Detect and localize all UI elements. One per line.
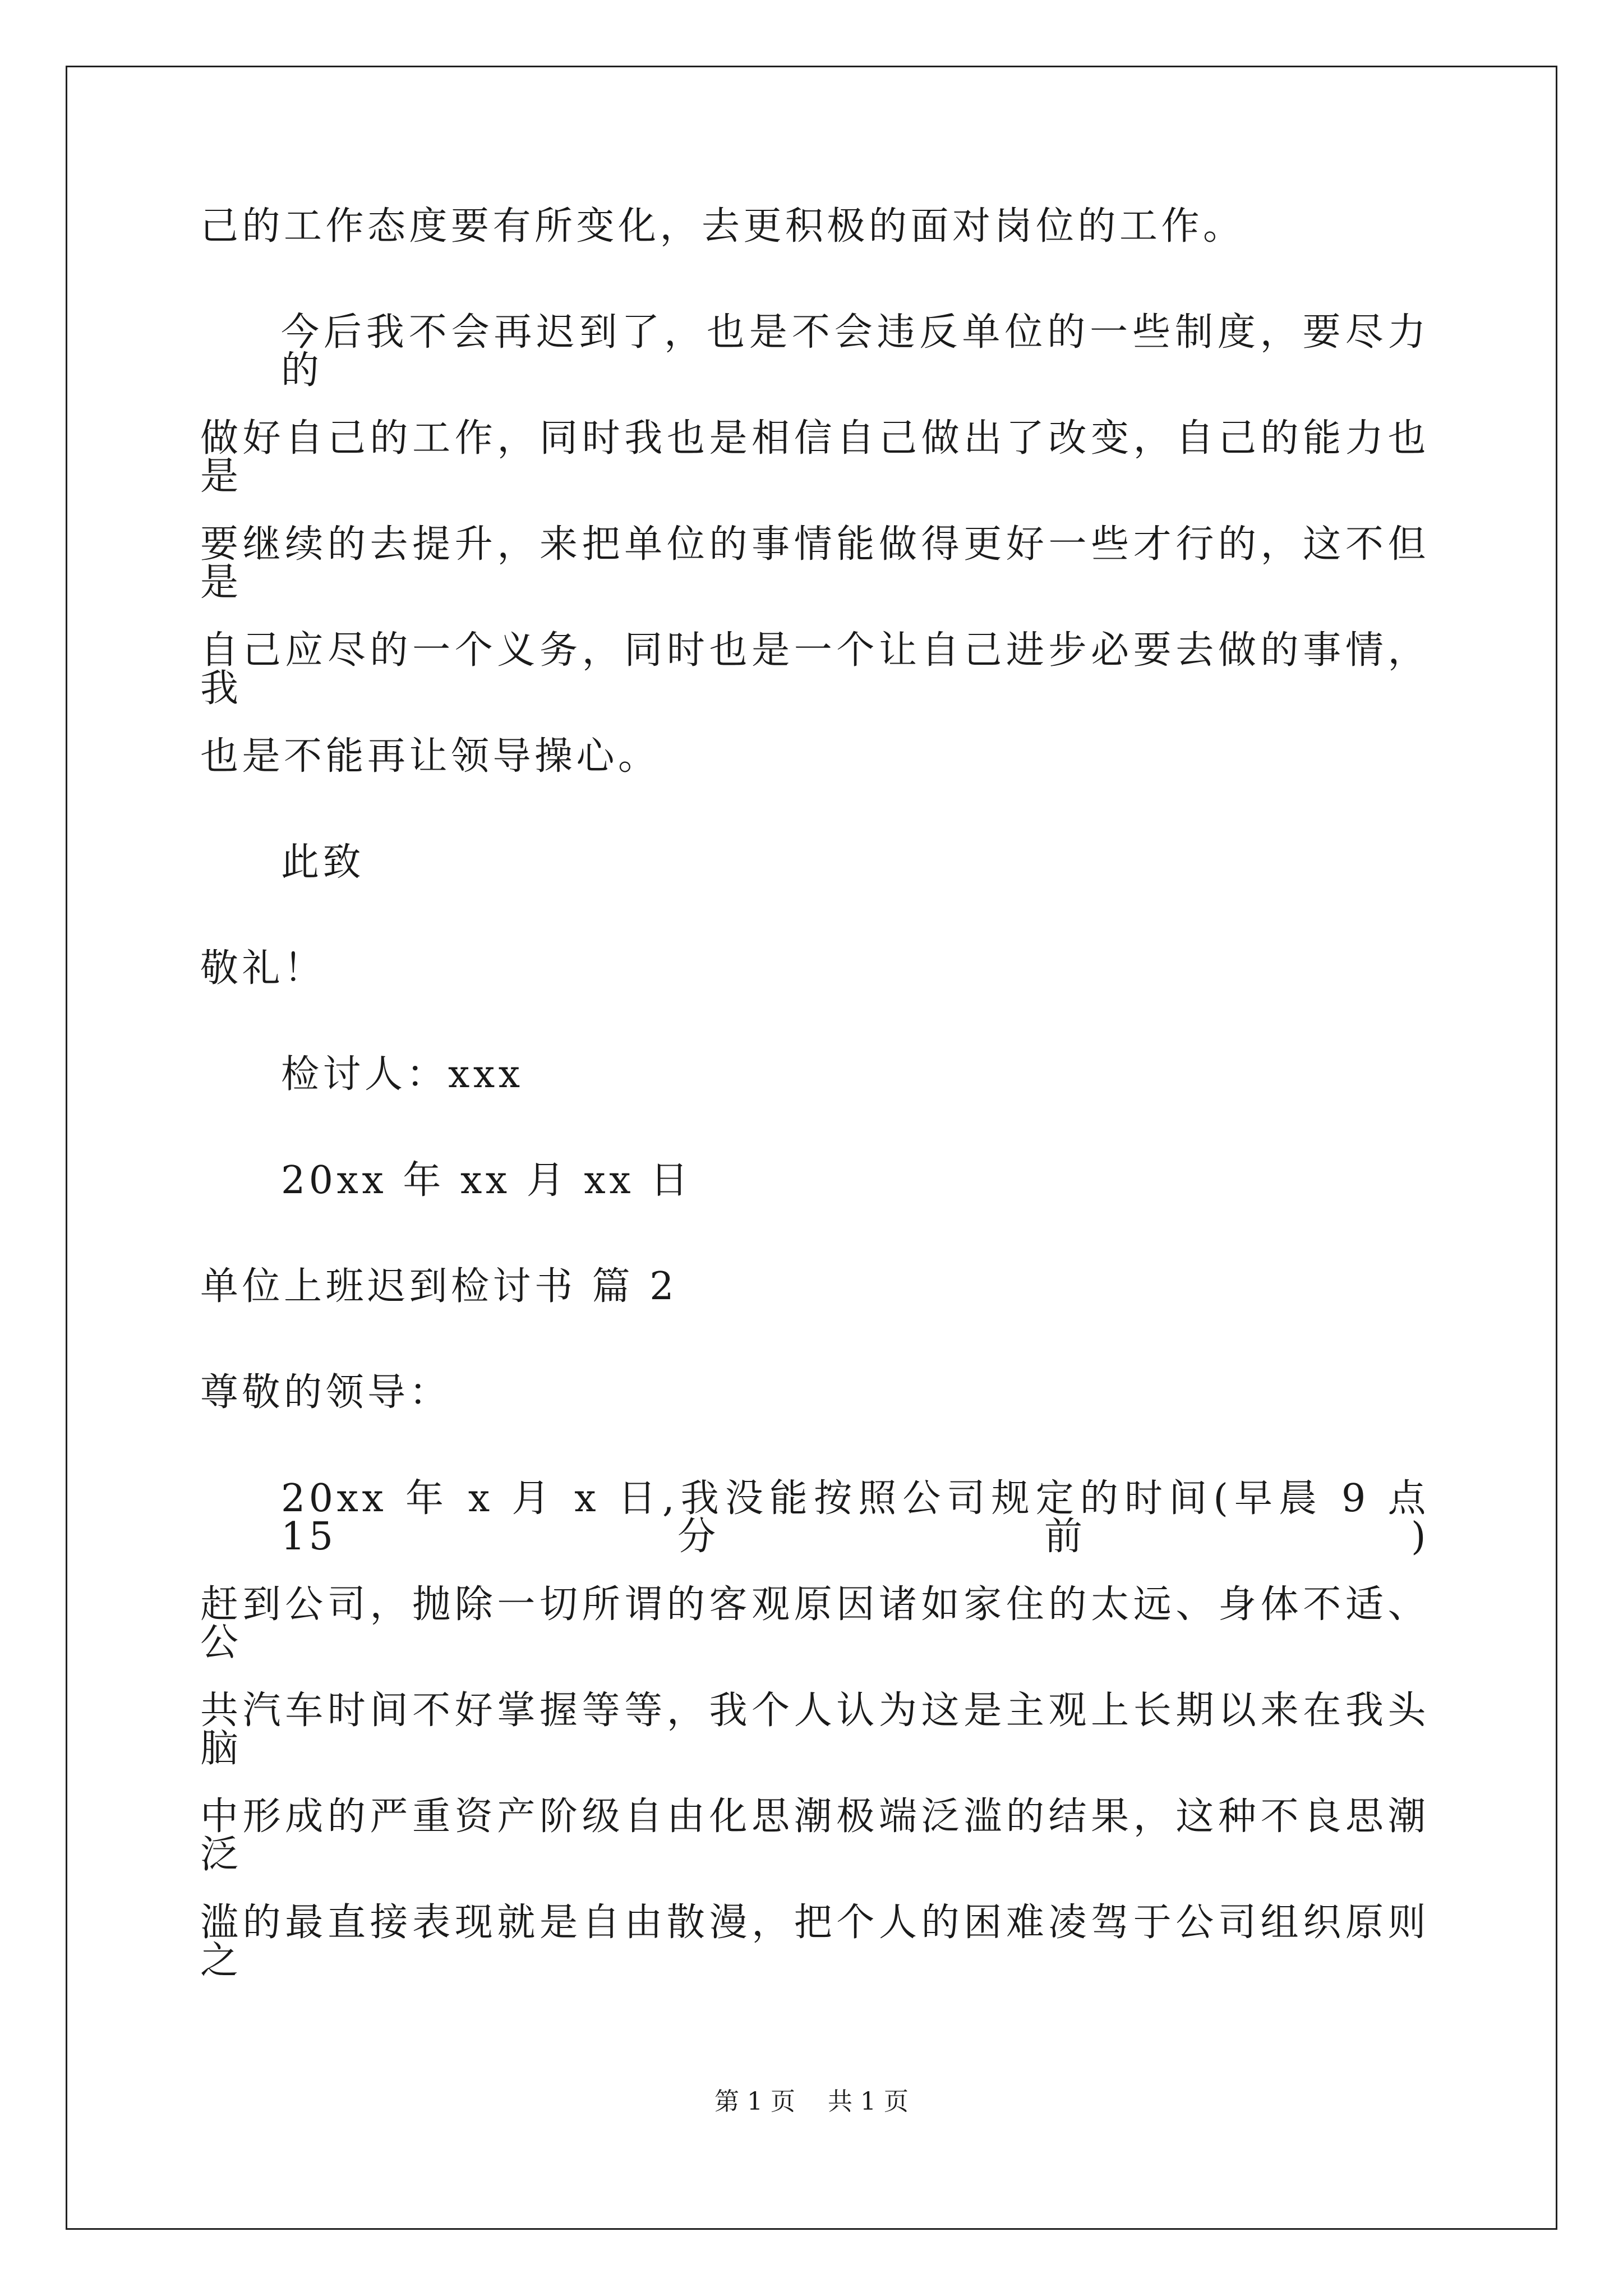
text-line: 20xx 年 xx 月 xx 日 xyxy=(281,1158,692,1203)
text-line: 自己应尽的一个义务，同时也是一个让自己进步必要去做的事情，我 xyxy=(200,628,1430,711)
text-line: 己的工作态度要有所变化，去更积极的面对岗位的工作。 xyxy=(200,204,1245,249)
text-line: 此致 xyxy=(281,840,365,885)
text-line: 今后我不会再迟到了，也是不会违反单位的一些制度，要尽力的 xyxy=(281,310,1430,393)
text-line: 20xx 年 x 月 x 日,我没能按照公司规定的时间(早晨 9 点 15 分前) xyxy=(281,1476,1430,1559)
text-line: 尊敬的领导： xyxy=(200,1370,451,1415)
page-total: 共 1 页 xyxy=(828,2087,909,2116)
page-number: 第 1 页 xyxy=(714,2087,795,2116)
text-line: 赶到公司，抛除一切所谓的客观原因诸如家住的太远、身体不适、公 xyxy=(200,1582,1430,1665)
text-line: 单位上班迟到检讨书 篇 2 xyxy=(200,1264,677,1309)
text-line: 敬礼！ xyxy=(200,946,326,991)
text-line: 检讨人：xxx xyxy=(281,1052,524,1097)
text-line: 滥的最直接表现就是自由散漫，把个人的困难凌驾于公司组织原则之 xyxy=(200,1901,1430,1983)
text-line: 做好自己的工作，同时我也是相信自己做出了改变，自己的能力也是 xyxy=(200,416,1430,499)
text-line: 也是不能再让领导操心。 xyxy=(200,734,660,779)
text-line: 共汽车时间不好掌握等等，我个人认为这是主观上长期以来在我头脑 xyxy=(200,1688,1430,1771)
page-footer xyxy=(0,2081,1623,2117)
text-line: 中形成的严重资产阶级自由化思潮极端泛滥的结果，这种不良思潮泛 xyxy=(200,1795,1430,1877)
text-line: 要继续的去提升，来把单位的事情能做得更好一些才行的，这不但是 xyxy=(200,522,1430,605)
